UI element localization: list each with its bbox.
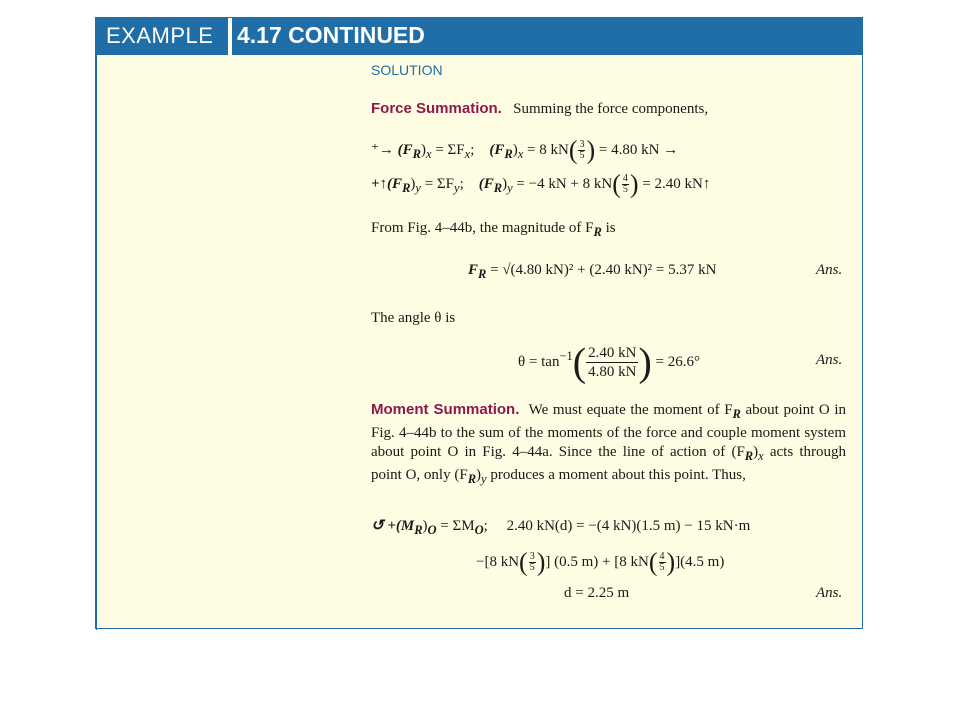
force-eq-y: $+↑(F_R)_y = \Sigma F_y$; $(F_R)_y = -4$ kN + 8 kN( $\frac{4}{5}$ ) = 2.40 kN↑ [371,169,711,199]
example-label: EXAMPLE [106,23,214,48]
magnitude-equation: $F_R = √(4.80$ kN)² + (2.40 kN)² = 5.37 kN [468,262,717,281]
example-panel [95,17,863,629]
moment-summation-heading: Moment Summation. [371,401,520,418]
example-title: 4.17 CONTINUED [237,22,425,48]
force-summation-text: Summing the force components, [513,101,709,117]
fraction-4-5: $\frac{4}{5}$ [622,173,628,195]
angle-intro: The angle θ is [371,310,456,326]
force-summation-heading: Force Summation. [371,100,502,117]
angle-ans: Ans. [816,352,843,368]
moment-result: d = 2.25 m [564,585,630,601]
header-divider [228,18,232,55]
panel-left-border [96,55,97,630]
example-header [96,18,862,55]
moment-eq-1: ↺ $+(M_R)_O = \Sigma M_O$; 2.40 kN(d) = −(4 kN)(1.5 m) − 15 kN·m [371,518,751,537]
angle-fraction: $\frac{2.40 kN}{4.80 kN}$ [588,345,637,380]
right-arrow-plus-icon: ⁺→ [371,142,394,158]
solution-label: SOLUTION [371,62,443,78]
moment-eq-2: −[8 kN( $\frac{3}{5}$ )] (0.5 m) + [8 kN( $\frac{4}{5}$ )](4.5 m) [476,547,725,577]
angle-equation: $\theta = \tan^{-1}$( $\frac{2.40 kN}{4.80 kN}$ ) = 26.6° [518,339,701,385]
magnitude-intro: From Fig. 4–44b, the magnitude of $F_R$ is [371,220,616,239]
magnitude-ans: Ans. [816,262,843,278]
moment-summation-paragraph: Moment Summation. We must equate the moment of $F_R$ about point O in Fig. 4–44b to the sum of the moments of the force and couple moment system about point O in Fig. 4–44a. Since the line of action of $(F_R)_x$ acts through point O, only $(F_R)_y$ produces a moment about this point. Thus, [371,401,847,486]
force-eq-x: ⁺→ $(F_R)_x = \Sigma F_x$; $(F_R)_x = 8$ kN( $\frac{3}{5}$ ) = 4.80 kN → [371,135,679,165]
fraction-3-5: $\frac{3}{5}$ [579,139,585,162]
moment-ans: Ans. [816,585,843,601]
force-summation-line [371,100,708,118]
